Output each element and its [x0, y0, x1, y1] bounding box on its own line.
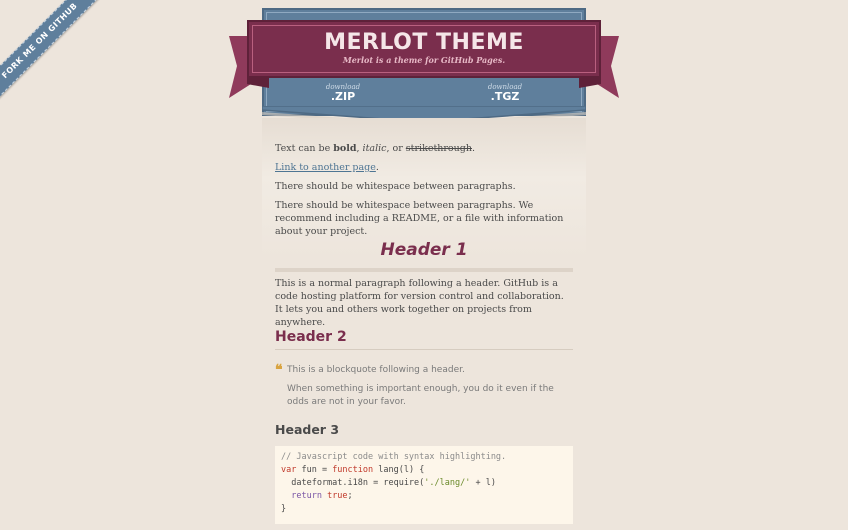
- link-paragraph: [275, 161, 573, 174]
- code-keyword: return: [281, 491, 322, 501]
- link-suffix: .: [375, 162, 379, 173]
- code-text: + l): [470, 478, 496, 488]
- strikethrough-text: strikethrough: [405, 143, 472, 154]
- text-styles-paragraph: [275, 142, 573, 155]
- download-tgz-label: download: [487, 83, 523, 91]
- title-ribbon: [247, 20, 601, 78]
- header-2: Header 2: [275, 329, 573, 350]
- download-zip-button[interactable]: [303, 83, 383, 103]
- italic-text: italic: [362, 143, 387, 154]
- paragraph: This is a normal paragraph following a header. GitHub is a code hosting platform for version control and collaboration. It lets you and others work together on projects from anywhere.: [275, 278, 564, 328]
- download-zip-label: download: [325, 83, 361, 91]
- site-tagline: Merlot is a theme for GitHub Pages.: [342, 55, 506, 65]
- header: [0, 0, 848, 130]
- blockquote-text: This is a blockquote following a header.: [287, 365, 465, 375]
- main-content: [262, 118, 586, 530]
- text-suffix: .: [471, 143, 475, 154]
- site-title: MERLOT THEME: [324, 30, 524, 55]
- code-keyword: function: [332, 465, 374, 475]
- code-comment: // Javascript code with syntax highlighting.: [281, 452, 507, 462]
- quote-icon: ❝: [275, 362, 283, 378]
- code-literal: true: [321, 491, 348, 501]
- download-tgz-button[interactable]: [465, 83, 545, 103]
- blockquote-text: When something is important enough, you do it even if the odds are not in your favor.: [287, 384, 554, 407]
- code-text: }: [281, 504, 287, 514]
- download-zip-ext: .ZIP: [330, 90, 356, 103]
- code-keyword: var: [281, 465, 297, 475]
- another-page-link[interactable]: Link to another page: [275, 162, 376, 173]
- code-text: dateformat.i18n = require(: [281, 478, 425, 488]
- paragraph: There should be whitespace between paragraphs.: [275, 181, 516, 192]
- text-sep: , or: [386, 143, 406, 154]
- bold-text: bold: [333, 143, 357, 154]
- code-text: lang(l) {: [373, 465, 425, 475]
- header-1: Header 1: [275, 240, 573, 272]
- text-sep: ,: [356, 143, 363, 154]
- text-prefix: Text can be: [275, 143, 334, 154]
- code-block: [275, 446, 573, 524]
- code-text: fun =: [296, 465, 333, 475]
- code-string: './lang/': [424, 478, 471, 488]
- download-tgz-ext: .TGZ: [490, 90, 520, 103]
- code-text: ;: [347, 491, 353, 501]
- paragraph: There should be whitespace between paragraphs. We recommend including a README, or a file with information about your project.: [275, 200, 564, 237]
- fork-me-link[interactable]: FORK ME ON GITHUB: [0, 0, 100, 100]
- header-3: Header 3: [275, 422, 340, 437]
